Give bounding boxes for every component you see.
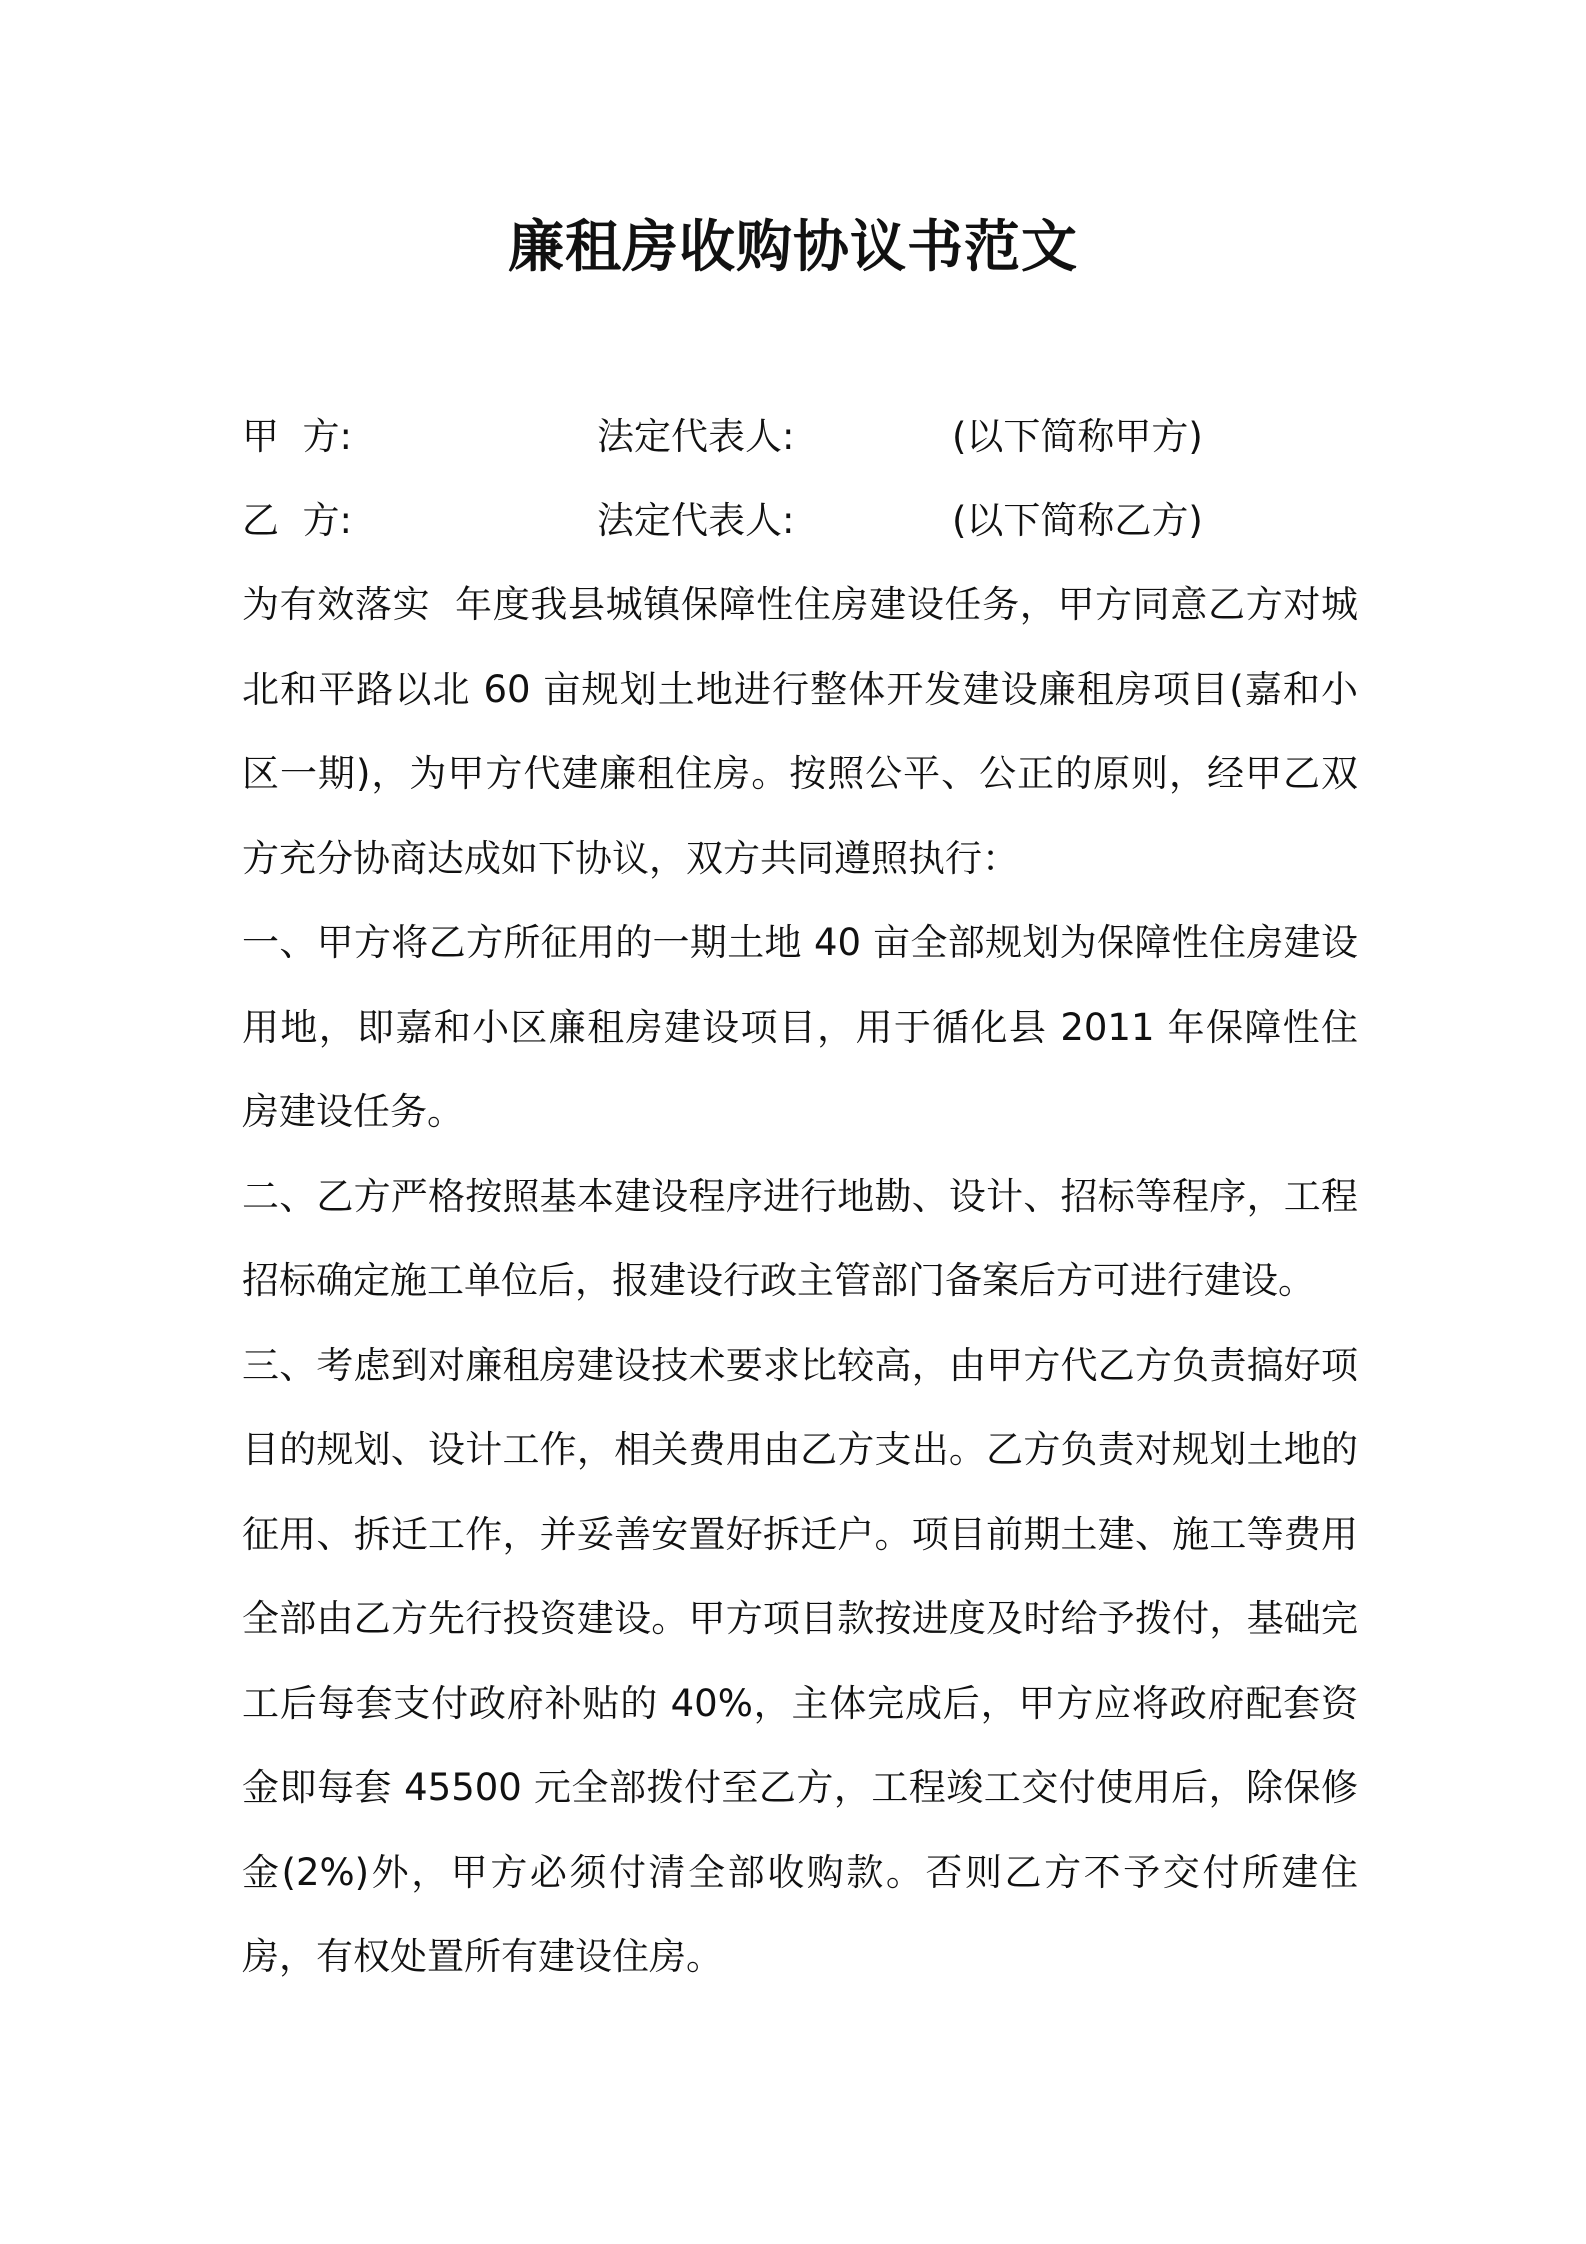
- party-b-abbreviation: (以下简称乙方): [952, 499, 1203, 542]
- party-a-label: 甲 方:: [242, 415, 352, 458]
- party-b-row: [242, 479, 1362, 563]
- party-b-label: 乙 方:: [242, 499, 352, 542]
- party-b-representative-label: 法定代表人:: [597, 499, 795, 542]
- intro-paragraph: 为有效落实 年度我县城镇保障性住房建设任务，甲方同意乙方对城北和平路以北 60 亩规划土地进行整体开发建设廉租房项目(嘉和小区一期)，为甲方代建廉租住房。按照公平、公正的原则，经甲乙双方充分协商达成如下协议，双方共同遵照执行：: [242, 583, 1358, 880]
- document-title: 廉租房收购协议书范文: [508, 215, 1078, 280]
- clause-2-paragraph: 二、乙方严格按照基本建设程序进行地勘、设计、招标等程序，工程招标确定施工单位后，报建设行政主管部门备案后方可进行建设。: [242, 1174, 1358, 1302]
- party-a-row: [242, 395, 1362, 479]
- clause-3-paragraph: 三、考虑到对廉租房建设技术要求比较高，由甲方代乙方负责搞好项目的规划、设计工作，相关费用由乙方支出。乙方负责对规划土地的征用、拆迁工作，并妥善安置好拆迁户。项目前期土建、施工等费用全部由乙方先行投资建设。甲方项目款按进度及时给予拨付，基础完工后每套支付政府补贴的 40%，主体完成后，甲方应将政府配套资金即每套 45500 元全部拨付至乙方，工程竣工交付使用后，除保修金(2%)外，甲方必须付清全部收购款。否则乙方不予交付所建住房，有权处置所有建设住房。: [242, 1343, 1358, 1978]
- agreement-body: [242, 563, 1358, 2000]
- clause-1-paragraph: 一、甲方将乙方所征用的一期土地 40 亩全部规划为保障性住房建设用地，即嘉和小区廉租房建设项目，用于循化县 2011 年保障性住房建设任务。: [242, 921, 1358, 1133]
- party-a-representative-label: 法定代表人:: [597, 415, 795, 458]
- party-a-abbreviation: (以下简称甲方): [952, 415, 1203, 458]
